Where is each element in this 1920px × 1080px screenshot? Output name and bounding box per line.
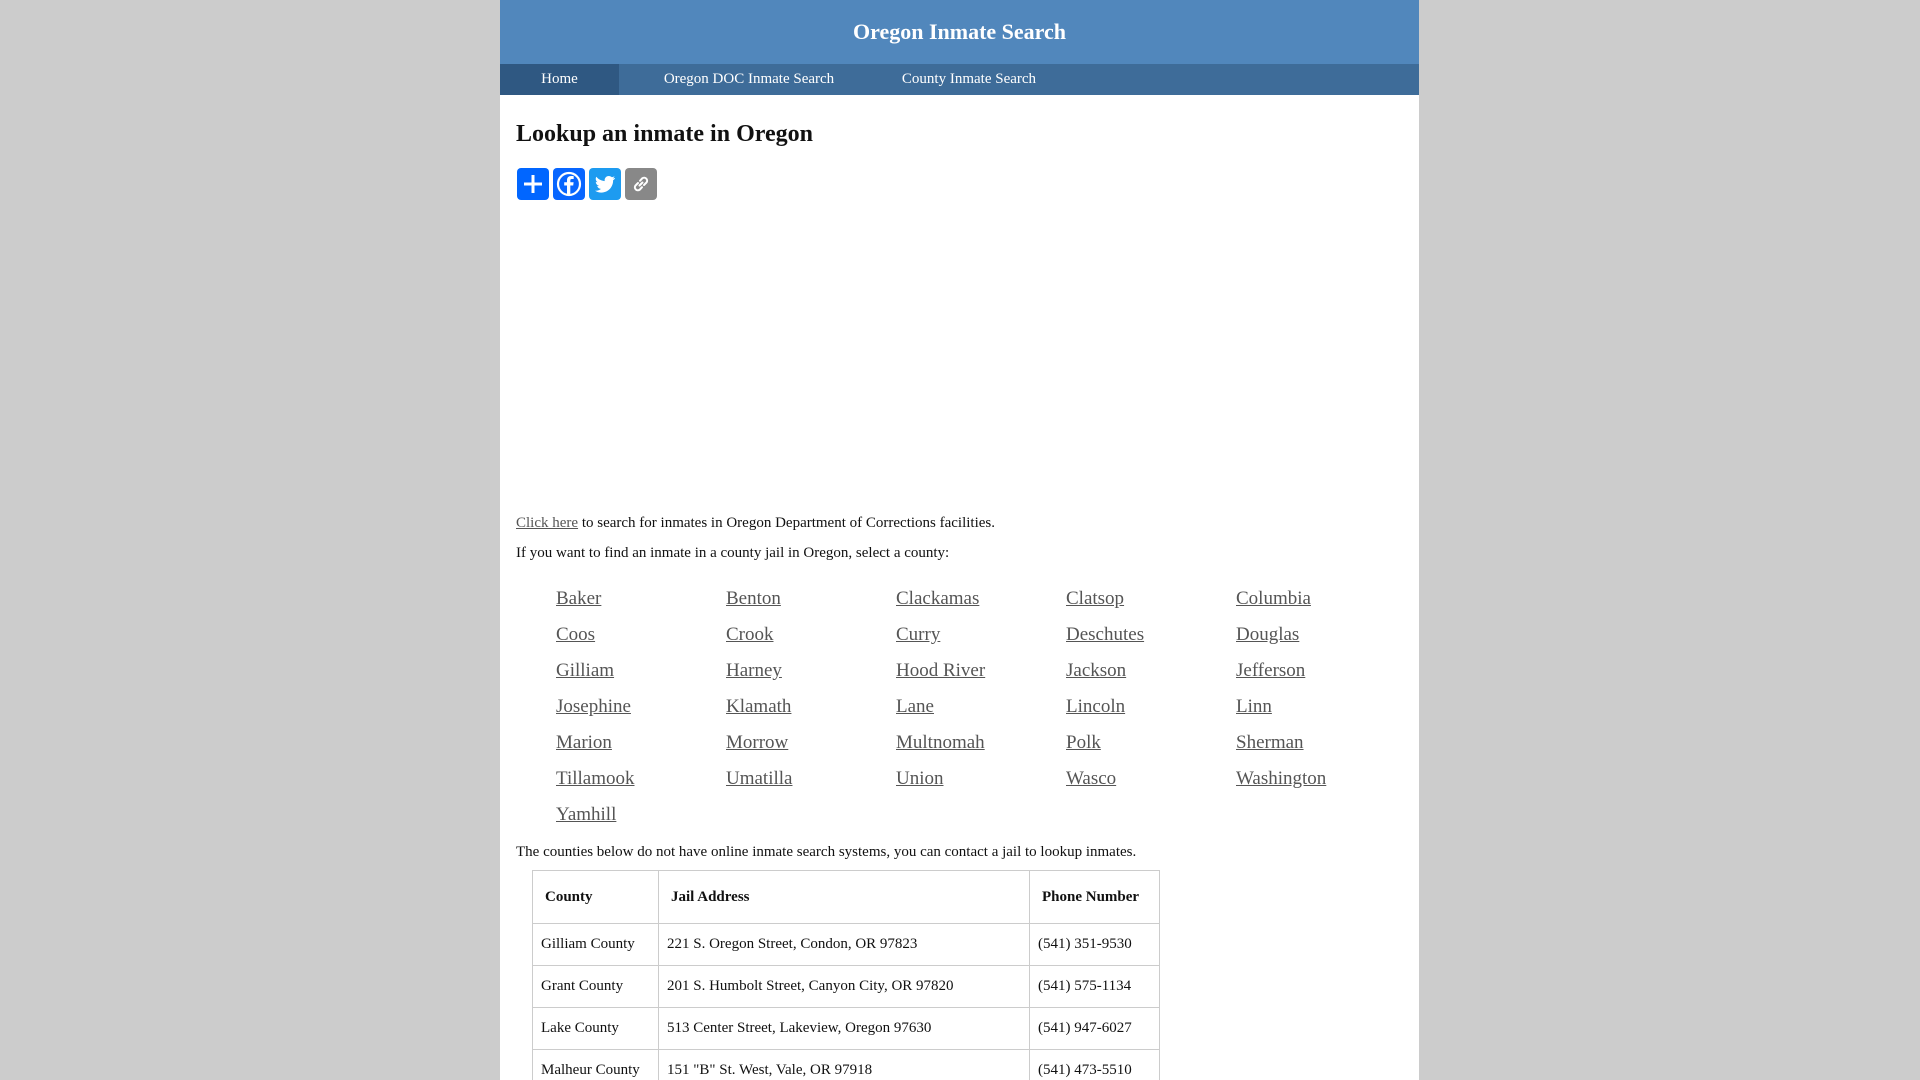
county-link[interactable]: Josephine bbox=[556, 696, 631, 717]
phone-cell: (541) 575-1134 bbox=[1030, 966, 1160, 1008]
county-cell: Lake County bbox=[533, 1008, 659, 1050]
county-link[interactable]: Gilliam bbox=[556, 660, 615, 681]
county-link[interactable]: Umatilla bbox=[726, 768, 793, 789]
facebook-icon bbox=[556, 171, 582, 197]
county-link[interactable]: Sherman bbox=[1236, 732, 1304, 753]
county-link[interactable]: Columbia bbox=[1236, 588, 1311, 609]
intro-text bbox=[516, 513, 995, 573]
doc-search-line bbox=[516, 513, 995, 533]
nav-oregon-doc-search[interactable]: Oregon DOC Inmate Search bbox=[663, 71, 835, 87]
share-buttons bbox=[517, 168, 657, 200]
county-link[interactable]: Washington bbox=[1236, 768, 1327, 789]
county-link[interactable]: Tillamook bbox=[556, 768, 635, 789]
county-link[interactable]: Lane bbox=[896, 696, 934, 717]
address-cell: 513 Center Street, Lakeview, Oregon 97630 bbox=[659, 1008, 1030, 1050]
county-link[interactable]: Harney bbox=[726, 660, 782, 681]
county-link[interactable]: Polk bbox=[1066, 732, 1101, 753]
click-here-link[interactable]: Click here bbox=[516, 515, 579, 531]
ad-placeholder bbox=[516, 214, 1403, 504]
county-grid bbox=[556, 587, 1406, 839]
county-link[interactable]: Linn bbox=[1236, 696, 1272, 717]
county-link[interactable]: Jefferson bbox=[1236, 660, 1306, 681]
twitter-icon bbox=[593, 172, 617, 196]
address-cell: 151 "B" St. West, Vale, OR 97918 bbox=[659, 1050, 1030, 1080]
select-county-text: If you want to find an inmate in a county jail in Oregon, select a county: bbox=[516, 545, 950, 561]
county-link[interactable]: Benton bbox=[726, 588, 781, 609]
county-link[interactable]: Hood River bbox=[896, 660, 986, 681]
county-link[interactable]: Crook bbox=[726, 624, 774, 645]
share-plus-button[interactable] bbox=[517, 168, 549, 200]
table-header-row bbox=[533, 871, 1160, 924]
county-link[interactable]: Lincoln bbox=[1066, 696, 1126, 717]
county-link[interactable]: Jackson bbox=[1066, 660, 1127, 681]
table-row bbox=[533, 1008, 1160, 1050]
county-link[interactable]: Marion bbox=[556, 732, 612, 753]
phone-cell: (541) 473-5510 bbox=[1030, 1050, 1160, 1080]
phone-cell: (541) 351-9530 bbox=[1030, 924, 1160, 966]
address-cell: 221 S. Oregon Street, Condon, OR 97823 bbox=[659, 924, 1030, 966]
table-body bbox=[533, 924, 1160, 1080]
phone-cell: (541) 947-6027 bbox=[1030, 1008, 1160, 1050]
county-cell: Gilliam County bbox=[533, 924, 659, 966]
county-link[interactable]: Wasco bbox=[1066, 768, 1117, 789]
county-link[interactable]: Multnomah bbox=[896, 732, 985, 753]
copy-link-button[interactable] bbox=[625, 168, 657, 200]
county-link[interactable]: Clatsop bbox=[1066, 588, 1125, 609]
address-cell: 201 S. Humbolt Street, Canyon City, OR 97820 bbox=[659, 966, 1030, 1008]
table-row bbox=[533, 966, 1160, 1008]
facebook-share-button[interactable] bbox=[553, 168, 585, 200]
nav-county-search[interactable]: County Inmate Search bbox=[901, 71, 1037, 87]
jail-contact-table bbox=[532, 870, 1160, 1080]
page-container bbox=[500, 0, 1419, 1080]
site-title[interactable]: Oregon Inmate Search bbox=[852, 19, 1067, 44]
county-link[interactable]: Morrow bbox=[726, 732, 789, 753]
county-link[interactable]: Yamhill bbox=[556, 804, 617, 825]
county-link[interactable]: Douglas bbox=[1236, 624, 1300, 645]
table-row bbox=[533, 1050, 1160, 1080]
twitter-share-button[interactable] bbox=[589, 168, 621, 200]
county-link[interactable]: Klamath bbox=[726, 696, 792, 717]
county-link[interactable]: Deschutes bbox=[1066, 624, 1145, 645]
share-plus-icon bbox=[522, 173, 544, 195]
table-row bbox=[533, 924, 1160, 966]
county-cell: Grant County bbox=[533, 966, 659, 1008]
site-header bbox=[500, 0, 1419, 64]
page-heading: Lookup an inmate in Oregon bbox=[516, 121, 813, 147]
col-header-county: County bbox=[533, 871, 659, 924]
county-link[interactable]: Clackamas bbox=[896, 588, 980, 609]
no-online-text: The counties below do not have online inmate search systems, you can contact a jail to lookup inmates. bbox=[516, 844, 1137, 860]
top-nav bbox=[500, 64, 1419, 95]
county-link[interactable]: Union bbox=[896, 768, 944, 789]
col-header-jail-address: Jail Address bbox=[659, 871, 1030, 924]
county-link[interactable]: Coos bbox=[556, 624, 596, 645]
nav-home[interactable]: Home bbox=[500, 64, 619, 95]
county-cell: Malheur County bbox=[533, 1050, 659, 1080]
county-link[interactable]: Curry bbox=[896, 624, 941, 645]
county-link[interactable]: Baker bbox=[556, 588, 602, 609]
doc-search-text: to search for inmates in Oregon Department of Corrections facilities. bbox=[578, 515, 996, 531]
col-header-phone: Phone Number bbox=[1030, 871, 1160, 924]
copy-link-icon bbox=[629, 172, 653, 196]
